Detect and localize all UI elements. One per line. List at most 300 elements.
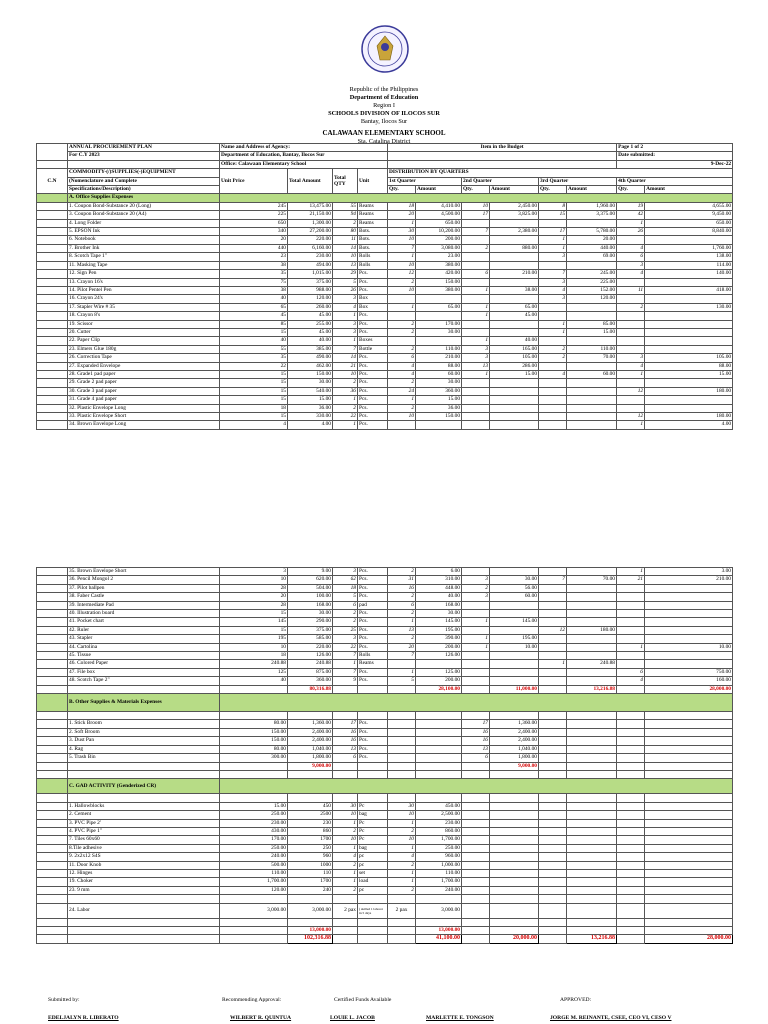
- q4-amount-cell: 180.00: [645, 413, 733, 421]
- labor-total-qty: 2 pax: [333, 903, 358, 918]
- calendar-year: For C.Y 2023: [68, 152, 220, 160]
- q4-amount-cell: 10.00: [645, 643, 733, 651]
- q4-amount-cell: [645, 236, 733, 244]
- total-amount-cell: 100.00: [288, 593, 333, 601]
- unit-price-cell: 28: [220, 601, 288, 609]
- q4-amount-cell: 140.00: [645, 270, 733, 278]
- q4-amount-cell: [645, 745, 733, 753]
- unit-cell: Pcs.: [358, 404, 388, 412]
- q4-amount-cell: 650.00: [645, 219, 733, 227]
- cn-cell: [37, 568, 68, 576]
- district-name: Sta. Catalina District: [357, 138, 411, 145]
- total-amount-cell: 360.00: [288, 677, 333, 685]
- table-row: [37, 827, 733, 835]
- q3-amount-cell: [567, 261, 617, 269]
- q3-amount-cell: [567, 413, 617, 421]
- total-amount-cell: 1,015.00: [288, 270, 333, 278]
- unit-price-cell: 245: [220, 202, 288, 210]
- q4-amount-cell: 180.00: [645, 387, 733, 395]
- q4-qty-cell: [617, 660, 645, 668]
- section-a-q2-total: 11,000.00: [490, 685, 539, 693]
- q3-amount-cell: 180.00: [567, 626, 617, 634]
- q4-amount-cell: [645, 328, 733, 336]
- total-qty-cell: 17: [333, 720, 358, 728]
- table-row: [37, 219, 733, 227]
- q3-amount-cell: 69.00: [567, 253, 617, 261]
- unit-cell: Rolls: [358, 652, 388, 660]
- q4-qty-cell: [617, 337, 645, 345]
- q3-amount-cell: [567, 387, 617, 395]
- item-name-cell: 42. Ruler: [68, 626, 220, 634]
- q4-qty-cell: [617, 886, 645, 894]
- labor-q1-qty: 2 pax: [388, 903, 416, 918]
- total-qty-cell: 2: [333, 827, 358, 835]
- q2-qty-cell: [462, 328, 490, 336]
- q4-qty-cell: [617, 618, 645, 626]
- q1-qty-cell: 1: [388, 618, 416, 626]
- unit-price-cell: 80.00: [220, 745, 288, 753]
- unit-price-cell: 10: [220, 643, 288, 651]
- unit-cell: Pcs.: [358, 379, 388, 387]
- q3-amount-cell: 85.00: [567, 320, 617, 328]
- q1-qty-cell: 1: [388, 219, 416, 227]
- q3-qty-cell: [539, 878, 567, 886]
- q2-amount-cell: 2,400.00: [490, 728, 539, 736]
- q2-amount-header: Amount: [490, 186, 539, 194]
- item-name-cell: 3. Dust Pan: [68, 737, 220, 745]
- item-name-cell: 19. Scissor: [68, 320, 220, 328]
- q4-amount-cell: [645, 660, 733, 668]
- q3-amount-cell: [567, 869, 617, 877]
- nomenclature-header: (Nomenclature and Complete: [68, 177, 220, 185]
- total-amount-cell: 494.00: [288, 261, 333, 269]
- q2-amount-cell: [490, 610, 539, 618]
- q3-amount-cell: 152.00: [567, 286, 617, 294]
- item-name-cell: 4. Rag: [68, 745, 220, 753]
- item-name-cell: 12. Hinges: [68, 869, 220, 877]
- q4-qty-cell: [617, 404, 645, 412]
- cn-cell: [37, 610, 68, 618]
- unit-cell: Pc: [358, 827, 388, 835]
- unit-cell: Reams: [358, 211, 388, 219]
- q3-qty-cell: [539, 652, 567, 660]
- q4-amount-cell: 4.00: [645, 421, 733, 429]
- unit-cell: Pcs.: [358, 278, 388, 286]
- q1-amount-cell: 250.00: [416, 844, 462, 852]
- q3-amount-cell: [567, 421, 617, 429]
- q3-amount-cell: [567, 878, 617, 886]
- q3-qty-cell: [539, 593, 567, 601]
- header-line-2: Department of Education: [349, 94, 419, 101]
- q3-qty-cell: [539, 337, 567, 345]
- unit-cell: Pcs.: [358, 312, 388, 320]
- q1-qty-cell: [388, 660, 416, 668]
- table-row: [37, 354, 733, 362]
- q4-amount-cell: [645, 811, 733, 819]
- total-qty-cell: 25: [333, 626, 358, 634]
- q4-amount-cell: [645, 836, 733, 844]
- table-row: [37, 387, 733, 395]
- q1-qty-cell: 4: [388, 362, 416, 370]
- q2-amount-cell: 30.00: [490, 576, 539, 584]
- total-qty-cell: 7: [333, 652, 358, 660]
- q2-amount-cell: [490, 836, 539, 844]
- q1-qty-cell: 2: [388, 610, 416, 618]
- q4-qty-cell: [617, 652, 645, 660]
- section-a-q4-total: 28,000.00: [645, 685, 733, 693]
- unit-cell: Pcs.: [358, 593, 388, 601]
- q2-qty-cell: 1: [462, 618, 490, 626]
- q2-amount-cell: [490, 413, 539, 421]
- q1-qty-cell: 20: [388, 211, 416, 219]
- q1-qty-cell: 1: [388, 869, 416, 877]
- q4-qty-cell: [617, 819, 645, 827]
- cn-cell: [37, 320, 68, 328]
- q3-qty-cell: [539, 643, 567, 651]
- q2-qty-cell: [462, 626, 490, 634]
- item-name-cell: 41. Pocket chart: [68, 618, 220, 626]
- item-name-cell: 32. Plastic Envelope Long: [68, 404, 220, 412]
- q3-amount-cell: [567, 861, 617, 869]
- agency-name: Department of Education, Bantay, Ilocos Sur: [220, 152, 388, 160]
- total-amount-header: Total Amount: [288, 169, 333, 194]
- unit-price-cell: 250.00: [220, 811, 288, 819]
- q4-amount-cell: [645, 312, 733, 320]
- q3-qty-cell: 15: [539, 211, 567, 219]
- q3-qty-cell: [539, 601, 567, 609]
- q3-amount-cell: [567, 601, 617, 609]
- table-row: [37, 253, 733, 261]
- item-name-cell: 8. Scotch Tape 1": [68, 253, 220, 261]
- q2-amount-cell: [490, 278, 539, 286]
- total-amount-cell: 260.00: [288, 303, 333, 311]
- total-qty-cell: 21: [333, 362, 358, 370]
- procurement-table-part1: [36, 143, 733, 430]
- item-name-cell: 33. Plastic Envelope Short: [68, 413, 220, 421]
- table-row: [37, 861, 733, 869]
- q3-amount-cell: [567, 754, 617, 762]
- total-qty-cell: 55: [333, 202, 358, 210]
- cn-cell: [37, 421, 68, 429]
- q4-qty-cell: 6: [617, 253, 645, 261]
- q1-qty-cell: 31: [388, 576, 416, 584]
- unit-cell: Pcs.: [358, 421, 388, 429]
- q4-qty-cell: 3: [617, 261, 645, 269]
- total-qty-cell: 2: [333, 861, 358, 869]
- unit-price-cell: 15: [220, 396, 288, 404]
- unit-cell: Pcs.: [358, 328, 388, 336]
- q2-qty-cell: [462, 219, 490, 227]
- unit-price-cell: 15: [220, 387, 288, 395]
- q3-qty-cell: [539, 362, 567, 370]
- q1-qty-cell: 10: [388, 836, 416, 844]
- q3-amount-cell: [567, 819, 617, 827]
- q4-qty-cell: 26: [617, 228, 645, 236]
- unit-cell: Pcs.: [358, 387, 388, 395]
- header-line-1: Republic of the Philippines: [349, 86, 419, 93]
- cn-cell: [37, 286, 68, 294]
- q1-amount-cell: 210.00: [416, 354, 462, 362]
- q2-qty-header: Qty.: [462, 186, 490, 194]
- recommending-label: Recommending Approval:: [222, 997, 282, 1003]
- cn-cell: [37, 244, 68, 252]
- q2-qty-cell: 2: [462, 244, 490, 252]
- q4-qty-cell: 11: [617, 286, 645, 294]
- table-row: [37, 286, 733, 294]
- grand-q2-total: 20,000.00: [490, 935, 539, 943]
- q4-qty-cell: [617, 236, 645, 244]
- table-row: [37, 320, 733, 328]
- q2-amount-cell: 15.00: [490, 370, 539, 378]
- q1-amount-cell: 10,200.00: [416, 228, 462, 236]
- q1-qty-cell: 13: [388, 626, 416, 634]
- q2-qty-cell: [462, 878, 490, 886]
- table-row: [37, 228, 733, 236]
- table-row: [37, 270, 733, 278]
- q3-amount-cell: [567, 593, 617, 601]
- q1-amount-cell: 60.00: [416, 370, 462, 378]
- q2-amount-cell: 38.00: [490, 286, 539, 294]
- q1-amount-cell: 6.00: [416, 568, 462, 576]
- q4-amount-cell: [645, 886, 733, 894]
- q2-qty-cell: [462, 261, 490, 269]
- unit-cell: Pcs.: [358, 576, 388, 584]
- q3-amount-cell: [567, 802, 617, 810]
- q2-amount-cell: [490, 861, 539, 869]
- table-row: [37, 878, 733, 886]
- q1-qty-cell: 20: [388, 643, 416, 651]
- unit-cell: Pcs.: [358, 610, 388, 618]
- item-name-cell: 20. Cutter: [68, 328, 220, 336]
- cn-cell: [37, 802, 68, 810]
- q1-amount-cell: 110.00: [416, 345, 462, 353]
- cn-cell: [37, 745, 68, 753]
- q3-amount-cell: [567, 836, 617, 844]
- q1-qty-cell: 24: [388, 387, 416, 395]
- unit-cell: bag: [358, 844, 388, 852]
- q1-qty-cell: 2: [388, 345, 416, 353]
- q3-qty-cell: [539, 728, 567, 736]
- cn-cell: [37, 576, 68, 584]
- total-qty-cell: 94: [333, 211, 358, 219]
- q3-amount-cell: [567, 312, 617, 320]
- total-amount-cell: 13,475.00: [288, 202, 333, 210]
- total-amount-cell: 110: [288, 869, 333, 877]
- q1-amount-cell: [416, 720, 462, 728]
- unit-cell: pc: [358, 861, 388, 869]
- unit-price-cell: 225: [220, 211, 288, 219]
- total-amount-cell: 40.00: [288, 337, 333, 345]
- q2-qty-cell: [462, 236, 490, 244]
- unit-price-cell: 250.00: [220, 844, 288, 852]
- q1-qty-cell: [388, 737, 416, 745]
- cn-header: C.N: [37, 169, 68, 194]
- q2-amount-cell: 880.00: [490, 244, 539, 252]
- q2-qty-cell: 1: [462, 337, 490, 345]
- q1-amount-cell: 380.00: [416, 261, 462, 269]
- unit-price-cell: 15.00: [220, 802, 288, 810]
- q2-amount-cell: [490, 236, 539, 244]
- q4-amount-cell: [645, 853, 733, 861]
- q1-amount-cell: [416, 737, 462, 745]
- q3-amount-cell: [567, 745, 617, 753]
- section-a-q1-total: 28,100.00: [416, 685, 462, 693]
- q2-amount-cell: [490, 320, 539, 328]
- q2-qty-cell: [462, 379, 490, 387]
- total-amount-cell: 504.00: [288, 584, 333, 592]
- q3-qty-cell: [539, 886, 567, 894]
- total-amount-cell: 620.00: [288, 576, 333, 584]
- q4-amount-cell: 88.00: [645, 362, 733, 370]
- q1-qty-cell: 30: [388, 802, 416, 810]
- q4-qty-cell: 3: [617, 354, 645, 362]
- q4-amount-cell: [645, 345, 733, 353]
- q3-qty-cell: [539, 844, 567, 852]
- q1-amount-cell: [416, 745, 462, 753]
- labor-q1-amount: 3,000.00: [416, 903, 462, 918]
- q1-qty-cell: 1: [388, 819, 416, 827]
- q1-amount-cell: 1,000.00: [416, 861, 462, 869]
- cn-cell: [37, 660, 68, 668]
- q3-amount-cell: [567, 379, 617, 387]
- q1-qty-cell: [388, 312, 416, 320]
- q2-qty-cell: [462, 610, 490, 618]
- q2-qty-cell: 17: [462, 211, 490, 219]
- q3-qty-cell: [539, 568, 567, 576]
- cn-cell: [37, 869, 68, 877]
- q1-qty-cell: 18: [388, 202, 416, 210]
- q1-amount-cell: [416, 660, 462, 668]
- table-row: [37, 278, 733, 286]
- total-qty-cell: 7: [333, 668, 358, 676]
- item-name-cell: 11. Door Knob: [68, 861, 220, 869]
- cn-cell: [37, 593, 68, 601]
- section-c-total: 13,000.00: [288, 926, 333, 934]
- cn-cell: [37, 270, 68, 278]
- q1-amount-cell: 420.00: [416, 270, 462, 278]
- unit-price-cell: 10: [220, 576, 288, 584]
- total-qty-cell: 10: [333, 811, 358, 819]
- table-row: [37, 303, 733, 311]
- q4-amount-cell: [645, 802, 733, 810]
- q3-qty-cell: [539, 677, 567, 685]
- unit-cell: Pcs.: [358, 362, 388, 370]
- q2-qty-cell: 1: [462, 286, 490, 294]
- unit-cell: Pcs.: [358, 720, 388, 728]
- q2-amount-cell: [490, 878, 539, 886]
- total-amount-cell: 960: [288, 853, 333, 861]
- q4-amount-cell: [645, 278, 733, 286]
- q2-qty-cell: 16: [462, 728, 490, 736]
- item-name-cell: 3. Coupon Bond-Substance 20 (A4): [68, 211, 220, 219]
- commodity-header: COMMODITY-(/)SUPPLIES(-)EQUIPMENT: [68, 169, 220, 177]
- q1-amount-cell: 125.00: [416, 668, 462, 676]
- total-amount-cell: 126.00: [288, 652, 333, 660]
- q3-qty-cell: [539, 303, 567, 311]
- unit-cell: Pcs.: [358, 745, 388, 753]
- q2-qty-cell: [462, 811, 490, 819]
- total-amount-cell: 30.00: [288, 379, 333, 387]
- total-qty-cell: 2: [333, 886, 358, 894]
- total-amount-cell: 45.00: [288, 328, 333, 336]
- q4-qty-cell: 12: [617, 413, 645, 421]
- section-b-total: 9,000.00: [288, 762, 333, 770]
- date-submitted: 9-Dec-22: [617, 160, 733, 168]
- item-name-cell: 34. Brown Envelope Long: [68, 421, 220, 429]
- signatory-2: WILBERT R. QUINTUA: [230, 1015, 292, 1021]
- approved-label: APPROVED:: [560, 997, 592, 1003]
- q1-qty-cell: 30: [388, 228, 416, 236]
- cn-cell: [37, 853, 68, 861]
- q3-amount-cell: 1,960.00: [567, 202, 617, 210]
- q2-amount-cell: [490, 886, 539, 894]
- cn-cell: [37, 379, 68, 387]
- q4-qty-cell: 4: [617, 362, 645, 370]
- q2-amount-cell: [490, 819, 539, 827]
- q1-amount-cell: 3,080.00: [416, 244, 462, 252]
- section-a-q3-total: 13,216.88: [567, 685, 617, 693]
- unit-cell: Box: [358, 303, 388, 311]
- q2-qty-cell: 13: [462, 362, 490, 370]
- q4-header: 4th Quarter: [617, 177, 733, 185]
- q3-qty-cell: [539, 584, 567, 592]
- q1-qty-cell: 2: [388, 861, 416, 869]
- q4-amount-cell: 3.00: [645, 568, 733, 576]
- q3-amount-header: Amount: [567, 186, 617, 194]
- q1-amount-cell: 4,410.00: [416, 202, 462, 210]
- table-row: [37, 836, 733, 844]
- q4-amount-cell: [645, 379, 733, 387]
- q4-qty-cell: [617, 320, 645, 328]
- total-qty-cell: 2: [333, 219, 358, 227]
- q4-amount-cell: 210.00: [645, 576, 733, 584]
- unit-cell: Pcs.: [358, 396, 388, 404]
- specification-header: Specifications/Description): [68, 186, 220, 194]
- q1-qty-cell: 16: [388, 584, 416, 592]
- total-amount-cell: 540.00: [288, 387, 333, 395]
- q2-qty-cell: 7: [462, 228, 490, 236]
- table-row: [37, 396, 733, 404]
- table-row: [37, 610, 733, 618]
- total-qty-cell: 9: [333, 677, 358, 685]
- q1-amount-cell: [416, 295, 462, 303]
- total-qty-cell: 16: [333, 737, 358, 745]
- unit-cell: pad: [358, 601, 388, 609]
- q3-amount-cell: [567, 643, 617, 651]
- q2-amount-cell: 60.00: [490, 593, 539, 601]
- q2-amount-cell: [490, 253, 539, 261]
- item-name-cell: 45. Tissue: [68, 652, 220, 660]
- total-qty-cell: 14: [333, 244, 358, 252]
- item-name-cell: 22. Paper Clip: [68, 337, 220, 345]
- q4-qty-cell: 12: [617, 387, 645, 395]
- q3-qty-cell: [539, 610, 567, 618]
- total-qty-cell: 22: [333, 413, 358, 421]
- unit-price-cell: 145: [220, 618, 288, 626]
- q2-amount-cell: 1,360.00: [490, 720, 539, 728]
- table-row: [37, 370, 733, 378]
- date-label: Date submitted:: [617, 152, 733, 160]
- q3-qty-cell: 8: [539, 202, 567, 210]
- unit-price-cell: 240.00: [220, 853, 288, 861]
- total-qty-cell: 4: [333, 853, 358, 861]
- office-name: Office: Calawaan Elementary School: [220, 160, 388, 168]
- total-qty-cell: 1: [333, 421, 358, 429]
- cn-cell: [37, 413, 68, 421]
- total-amount-cell: 6,160.00: [288, 244, 333, 252]
- q3-amount-cell: [567, 396, 617, 404]
- q2-amount-cell: [490, 328, 539, 336]
